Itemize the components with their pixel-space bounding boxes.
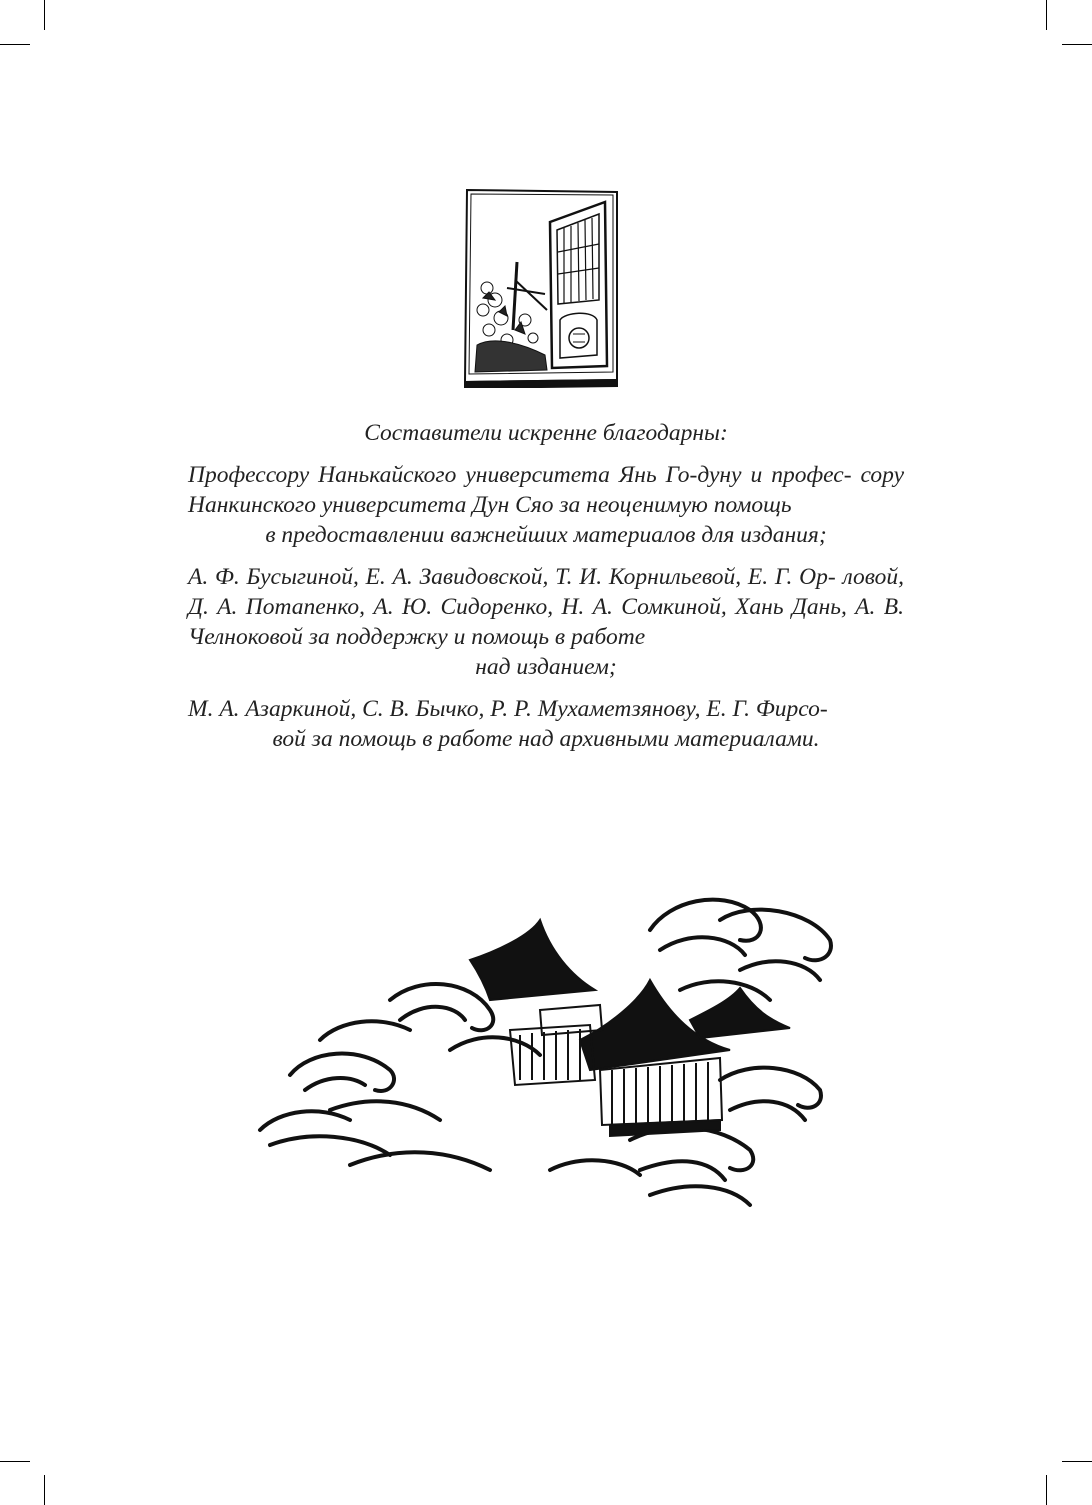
paragraph-archives — [188, 694, 904, 754]
crop-mark-bottom-right-v — [1046, 1475, 1047, 1505]
p3-line-2: вой за помощь в работе над архивными материалами. — [272, 726, 820, 752]
crop-mark-top-left-v — [44, 0, 45, 30]
p1-line-2: сору Нанкинского университета Дун Сяо за неоценимую помощь — [188, 462, 904, 518]
p3-line-1: М. А. Азаркиной, С. В. Бычко, Р. Р. Мухаметзянову, Е. Г. Фирсо- — [188, 696, 828, 722]
p1-line-3: в предоставлении важнейших материалов для издания; — [265, 522, 827, 548]
crop-mark-bottom-left-h — [0, 1461, 30, 1462]
p2-line-4: над изданием; — [475, 654, 617, 680]
acknowledgements-block — [188, 418, 904, 766]
crop-mark-bottom-left-v — [44, 1475, 45, 1505]
crop-mark-top-right-v — [1046, 0, 1047, 30]
window-illustration — [455, 170, 625, 388]
p1-line-1: Профессору Нанькайского университета Янь Го-дуну и профес- — [188, 462, 852, 488]
paragraph-colleagues — [188, 562, 904, 682]
crop-mark-top-left-h — [0, 44, 30, 45]
p2-line-1: А. Ф. Бусыгиной, Е. А. Завидовской, Т. И. Корнильевой, Е. Г. Ор- — [188, 564, 836, 590]
acknowledgements-heading: Составители искренне благодарны: — [364, 420, 728, 446]
p2-line-2: ловой, Д. А. Потапенко, А. Ю. Сидоренко, Н. А. Сомкиной, — [188, 564, 905, 620]
crop-mark-bottom-right-h — [1062, 1461, 1092, 1462]
p2-line-3: Хань Дань, А. В. Челноковой за поддержку и помощь в работе — [188, 594, 904, 650]
crop-mark-top-right-h — [1062, 44, 1092, 45]
paragraph-professors — [188, 460, 904, 550]
temple-clouds-illustration — [250, 880, 850, 1225]
